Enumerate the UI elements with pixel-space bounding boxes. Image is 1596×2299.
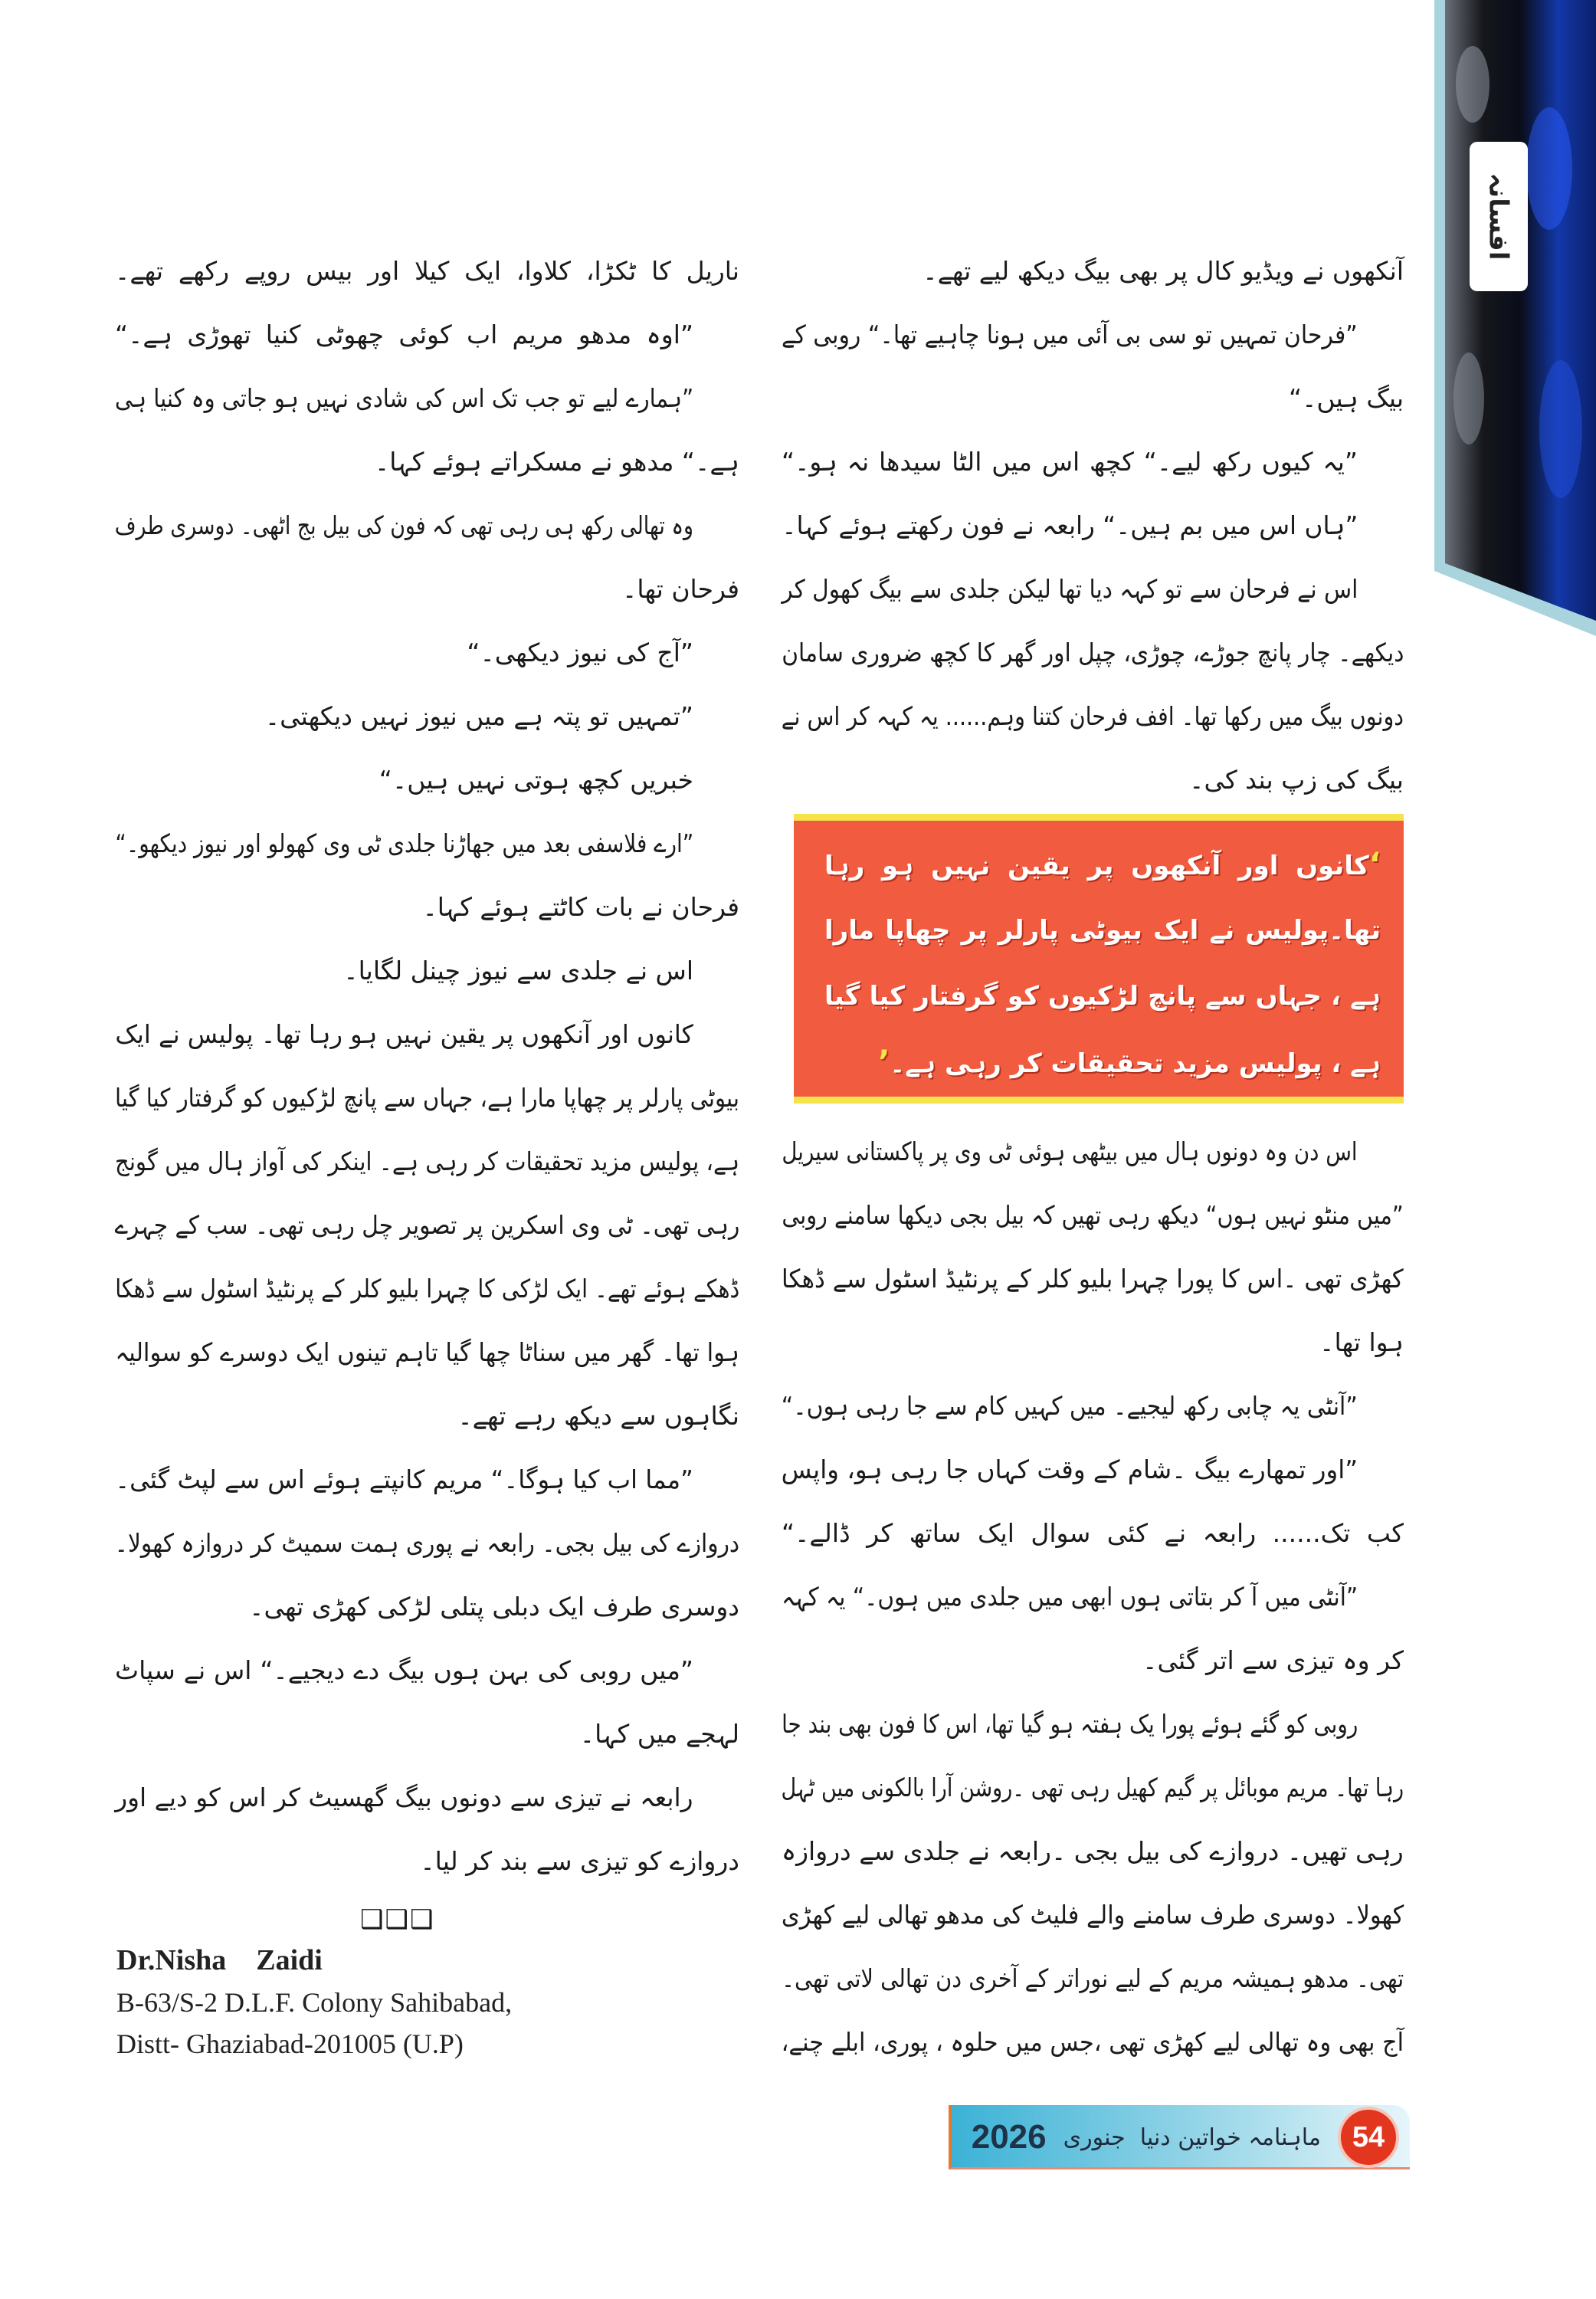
text-line [782, 1946, 1404, 2010]
text-line [115, 1829, 739, 1893]
text-line [115, 684, 739, 748]
text-line-content: ہوا تھا۔ گھر میں سناٹا چھا گیا تاہم تینوں ایک دوسرے کو سوالیہ [115, 1337, 739, 1367]
text-line [115, 239, 739, 303]
author-address-line-2: Distt- Ghaziabad-201005 (U.P) [116, 2028, 464, 2059]
text-line-content: رابعہ نے تیزی سے دونوں بیگ گھسیٹ کر اس کو دیے اور [115, 1782, 693, 1812]
section-side-tab [1434, 0, 1596, 636]
text-line-content: نگاہوں سے دیکھ رہے تھے۔ [457, 1401, 739, 1431]
text-line-content: ”ہمارے لیے تو جب تک اس کی شادی نہیں ہو جاتی وہ کنیا ہی [114, 383, 693, 413]
text-line [115, 812, 739, 875]
text-line [115, 875, 739, 939]
text-line [782, 2010, 1404, 2074]
text-line [115, 366, 739, 430]
text-line [115, 939, 739, 1002]
text-line [782, 684, 1404, 748]
text-line-content: رہی تھی۔ ٹی وی اسکرین پر تصویر چل رہی تھی۔ سب کے چہرے [114, 1210, 739, 1240]
text-line-content: ”اوہ مدھو مریم اب کوئی چھوٹی کنیا تھوڑی ہے۔“ [115, 320, 693, 349]
text-line [782, 239, 1404, 303]
text-line [115, 748, 739, 812]
text-line-content: بیگ کی زپ بند کی۔ [1189, 765, 1404, 795]
text-line [782, 557, 1404, 621]
text-line [115, 1766, 739, 1829]
text-line [115, 1320, 739, 1384]
text-line-content: ”آنٹی یہ چابی رکھ لیجیے۔ میں کہیں کام سے جا رہی ہوں۔“ [782, 1391, 1358, 1421]
text-line-content: ”اور تمھارے بیگ ۔شام کے وقت کہاں جا رہی ہو، واپس [781, 1455, 1358, 1484]
footer-magazine-title [1063, 2124, 1321, 2151]
text-line-content: ”ہاں اس میں بم ہیں۔“ رابعہ نے فون رکھتے ہوئے کہا۔ [781, 510, 1358, 540]
text-line [782, 1310, 1404, 1374]
left-column-text [115, 239, 739, 1893]
text-line [115, 1575, 739, 1638]
text-line [782, 1628, 1404, 1692]
text-line-content: اس نے جلدی سے نیوز چینل لگایا۔ [343, 956, 693, 986]
text-line-content: کر وہ تیزی سے اتر گئی۔ [1142, 1645, 1404, 1675]
text-line-content: ”مما اب کیا ہوگا۔“ مریم کانپتے ہوئے اس سے لپٹ گئی۔ [115, 1464, 693, 1494]
text-line [782, 1247, 1404, 1310]
text-line-content: ”آج کی نیوز دیکھی۔“ [467, 638, 693, 667]
text-line-content: ”میں منٹو نہیں ہوں“ دیکھ رہی تھیں کہ بیل بجی دیکھا سامنے روبی [782, 1200, 1404, 1230]
text-line [115, 1638, 739, 1702]
text-line [782, 1374, 1404, 1438]
text-line-content: رہی تھیں۔ دروازے کی بیل بجی ۔رابعہ نے جلدی سے دروازہ [782, 1836, 1404, 1866]
page-footer [949, 2096, 1410, 2179]
author-address-line-1: B-63/S-2 D.L.F. Colony Sahibabad, [116, 1987, 513, 2018]
text-line-content: اس نے فرحان سے تو کہہ دیا تھا لیکن جلدی سے بیگ کھول کر [781, 574, 1358, 604]
text-line [782, 366, 1404, 430]
close-quote-mark: ’ [878, 1045, 890, 1080]
text-line-content: وہ تھالی رکھ ہی رہی تھی کہ فون کی بیل بج اٹھی۔ دوسری طرف [114, 510, 693, 540]
text-line-content: بیگ ہیں۔“ [1288, 383, 1404, 413]
text-line-content: ”میں روبی کی بہن ہوں بیگ دے دیجیے۔“ اس نے سپاٹ [115, 1655, 693, 1685]
text-line-content: ہے، پولیس مزید تحقیقات کر رہی ہے۔ اینکر کی آواز ہال میں گونج [114, 1146, 739, 1176]
open-quote-mark: ‘ [1368, 847, 1381, 882]
author-name: Dr.Nisha Zaidi [116, 1944, 323, 1976]
text-line [782, 1819, 1404, 1883]
text-line-content: ہے۔“ مدھو نے مسکراتے ہوئے کہا۔ [374, 447, 739, 477]
text-line-content: ”یہ کیوں رکھ لیے۔“ کچھ اس میں الٹا سیدھا نہ ہو۔“ [782, 447, 1358, 477]
pull-quote-line: ہے ، جہاں سے پانچ لڑکیوں کو گرفتار کیا گیا [824, 981, 1381, 1012]
text-line-content: کھولا۔ دوسری طرف سامنے والے فلیٹ کی مدھو تھالی لیے کھڑی [781, 1900, 1404, 1930]
text-line-content: دوسری طرف ایک دبلی پتلی لڑکی کھڑی تھی۔ [249, 1592, 739, 1622]
text-line-content: ”تمہیں تو پتہ ہے میں نیوز نہیں دیکھتی۔ [264, 701, 693, 731]
text-line [782, 1438, 1404, 1501]
side-tab-label: افسانہ [1483, 172, 1514, 261]
footer-year: 2026 [971, 2118, 1047, 2156]
text-line-content: فرحان نے بات کاٹتے ہوئے کہا۔ [422, 892, 739, 922]
text-line [115, 494, 739, 557]
text-line-content: آنکھوں نے ویڈیو کال پر بھی بیگ دیکھ لیے تھے۔ [923, 256, 1404, 286]
text-line-content: ہوا تھا۔ [1319, 1327, 1404, 1357]
text-line-content: بیوٹی پارلر پر چھاپا مارا ہے، جہاں سے پانچ لڑکیوں کو گرفتار کیا گیا [115, 1083, 739, 1113]
text-line [782, 303, 1404, 366]
text-line [115, 1702, 739, 1766]
text-line [782, 494, 1404, 557]
pull-quote-line: ہے ، پولیس مزید تحقیقات کر رہی ہے۔’ [878, 1045, 1381, 1080]
text-line-content: اس دن وہ دونوں ہال میں بیٹھی ہوئی ٹی وی پر پاکستانی سیریل [782, 1136, 1358, 1166]
page-number-badge: 54 [1338, 2107, 1399, 2168]
text-line [115, 1002, 739, 1066]
text-line-content: خبریں کچھ ہوتی نہیں ہیں۔“ [379, 765, 693, 795]
right-column-top-text [782, 239, 1404, 812]
footer-month: جنوری [1063, 2124, 1126, 2151]
text-line [782, 748, 1404, 812]
text-line-content: دیکھے۔ چار پانچ جوڑے، چوڑی، چپل اور گھر کا کچھ ضروری سامان [781, 638, 1404, 667]
text-line [115, 303, 739, 366]
text-line-content: روبی کو گئے ہوئے پورا یک ہفتہ ہو گیا تھا، اس کا فون بھی بند جا [781, 1709, 1358, 1739]
text-line-content: ”آنٹی میں آ کر بتاتی ہوں ابھی میں جلدی میں ہوں۔“ یہ کہہ [781, 1582, 1358, 1612]
text-line [115, 1448, 739, 1511]
text-line-content: لہجے میں کہا۔ [579, 1719, 739, 1749]
text-line-content: ”فرحان تمہیں تو سی بی آئی میں ہونا چاہیے تھا۔“ روبی کے [782, 320, 1358, 349]
text-line [115, 1257, 739, 1320]
text-line-content: فرحان تھا۔ [622, 574, 739, 604]
right-column-bottom-text [782, 1120, 1404, 2074]
text-line-content: ڈھکے ہوئے تھے۔ ایک لڑکی کا چہرا بلیو کلر کے پرنٹیڈ اسٹول سے ڈھکا [114, 1274, 739, 1304]
text-line-content: آج بھی وہ تھالی لیے کھڑی تھی ،جس میں حلوہ ، پوری، ابلے چنے، [781, 2027, 1404, 2057]
text-line [115, 1384, 739, 1448]
text-line [782, 621, 1404, 684]
text-line [115, 1193, 739, 1257]
text-line-content: دونوں بیگ میں رکھا تھا۔ افف فرحان کتنا وہم...... یہ کہہ کر اس نے [781, 701, 1404, 731]
text-line-content: کب تک...... رابعہ نے کئی سوال ایک ساتھ کر ڈالے۔“ [782, 1518, 1404, 1548]
text-line-content: تھی۔ مدھو ہمیشہ مریم کے لیے نوراتر کے آخری دن تھالی لاتی تھی۔ [781, 1963, 1404, 1993]
text-line [782, 1501, 1404, 1565]
text-line [782, 1120, 1404, 1183]
text-line [115, 621, 739, 684]
text-line [782, 1565, 1404, 1628]
text-line [115, 557, 739, 621]
text-line-content: کھڑی تھی ۔اس کا پورا چہرا بلیو کلر کے پرنٹیڈ اسٹول سے ڈھکا [782, 1264, 1404, 1294]
text-line [782, 1183, 1404, 1247]
text-line [782, 1756, 1404, 1819]
text-line [782, 430, 1404, 494]
text-line-content: رہا تھا۔ مریم موبائل پر گیم کھیل رہی تھی ۔روشن آرا بالکونی میں ٹہل [781, 1773, 1404, 1802]
text-line [115, 1511, 739, 1575]
text-line-content: دروازے کو تیزی سے بند کر لیا۔ [420, 1846, 739, 1876]
side-tab-label-box [1470, 142, 1528, 291]
section-end-separator: ❑❑❑ [360, 1904, 435, 1935]
text-line [115, 1130, 739, 1193]
pull-quote-box [794, 814, 1404, 1104]
text-line-content: ناریل کا ٹکڑا، کلاوا، ایک کیلا اور بیس روپے رکھے تھے۔ [115, 256, 739, 286]
pull-quote-line: تھا۔پولیس نے ایک بیوٹی پارلر پر چھاپا مارا [824, 915, 1381, 946]
side-tab-background [1434, 0, 1596, 636]
text-line [782, 1883, 1404, 1946]
text-line-content: کانوں اور آنکھوں پر یقین نہیں ہو رہا تھا۔ پولیس نے ایک [115, 1019, 693, 1049]
text-line [115, 1066, 739, 1130]
footer-magazine-name: ماہنامہ خواتین دنیا [1139, 2124, 1321, 2151]
text-line-content: ”ارے فلاسفی بعد میں جھاڑنا جلدی ٹی وی کھولو اور نیوز دیکھو۔“ [115, 828, 693, 858]
author-block [116, 1939, 512, 2065]
text-line [782, 1692, 1404, 1756]
text-line-content: دروازے کی بیل بجی۔ رابعہ نے پوری ہمت سمیٹ کر دروازہ کھولا۔ [114, 1528, 739, 1558]
pull-quote-line: ‘کانوں اور آنکھوں پر یقین نہیں ہو رہا [824, 847, 1381, 882]
text-line [115, 430, 739, 494]
